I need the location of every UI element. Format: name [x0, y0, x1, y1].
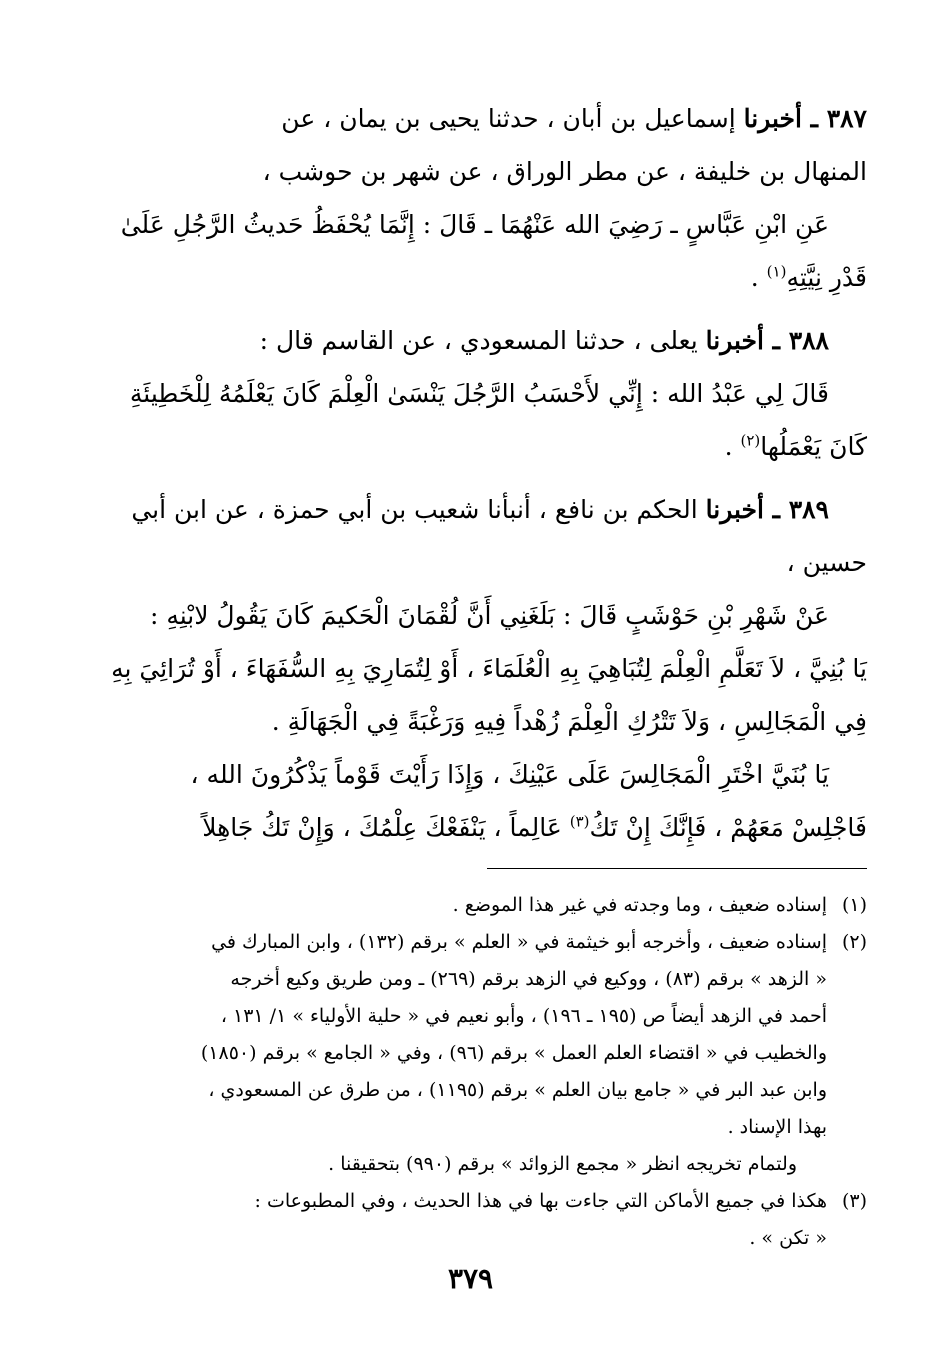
footnote-text: « تكن » . [749, 1227, 827, 1249]
page-number: ٣٧٩ [447, 1262, 494, 1295]
footnote-2 [98, 924, 867, 1183]
footnote-text: « الزهد » برقم (٨٣) ، ووكيع في الزهد برقم (٢٦٩) ـ ومن طريق وكيع أخرجه [230, 968, 827, 990]
isnad-head: أخبرنا [705, 326, 764, 355]
footnote-1 [98, 887, 867, 924]
matn-text: عَنِ ابْنِ عَبَّاسٍ ـ رَضِيَ الله عَنْهُمَا ـ قَالَ : إِنَّمَا يُحْفَظُ حَديثُ الرَّجُلِ عَلَىٰ [120, 210, 829, 239]
matn-text-end: قَدْرِ نِيَّتِهِ$^{(١)}$ . [750, 262, 867, 292]
hadith-389-line-1: ٣٨٩ ـ أخبرنا الحكم بن نافع ، أنبأنا شعيب بن أبي حمزة ، عن ابن أبي [131, 495, 829, 524]
matn-text: قَالَ لِي عَبْدُ الله : إِنِّي لأَحْسَبُ الرَّجُلَ يَنْسَىٰ الْعِلْمَ كَانَ يَعْلَمُهُ لِلْخَطِيئَةِ [129, 379, 829, 408]
isnad-text: الحكم بن نافع ، أنبأنا شعيب بن أبي حمزة ، عن ابن أبي [131, 495, 698, 524]
footnote-text: إسناده ضعيف ، وأخرجه أبو خيثمة في « العلم » برقم (١٣٢) ، وابن المبارك في [211, 931, 827, 953]
footnote-ref: (١) [766, 262, 787, 281]
isnad-text: إسماعيل بن أبان ، حدثنا يحيى بن يمان ، عن [281, 104, 736, 133]
footnote-text: وابن عبد البر في « جامع بيان العلم » برقم (١١٩٥) ، من طرق عن المسعودي ، [208, 1079, 827, 1101]
matn-text-end: كَانَ يَعْمَلُها$^{(٢)}$ . [724, 431, 867, 461]
isnad-text: يعلى ، حدثنا المسعودي ، عن القاسم قال : [259, 326, 698, 355]
hadith-388-line-1: ٣٨٨ ـ أخبرنا يعلى ، حدثنا المسعودي ، عن القاسم قال : [259, 326, 829, 355]
hadith-388 [98, 314, 867, 473]
footnote-number: (٣) [841, 1190, 867, 1212]
footnote-3 [98, 1183, 867, 1257]
isnad-head: أخبرنا [743, 104, 802, 133]
hadith-number: ٣٨٧ [826, 104, 867, 133]
footnote-text: والخطيب في « اقتضاء العلم العمل » برقم (٩٦) ، وفي « الجامع » برقم (١٨٥٠) [200, 1042, 827, 1064]
footnotes [98, 887, 867, 1257]
footnote-number: (١) [841, 894, 867, 916]
footnote-ref: (٣) [569, 812, 590, 831]
footnote-text: بهذا الإسناد . [727, 1116, 827, 1138]
matn-text: فَاجْلِسْ مَعَهُمْ ، فَإِنَّكَ إِنْ تَكُ$^{(٣)}$ عَالِماً ، يَنْفَعْكَ عِلْمُكَ ، وَإِنْ تَكُ جَاهِلاً [202, 812, 867, 842]
matn-text: فِي الْمَجَالِسِ ، وَلاَ تَتْرُكِ الْعِلْمَ زُهْداً فِيهِ وَرَغْبَةً فِي الْجَهَالَةِ . [271, 707, 867, 736]
footnote-number: (٢) [841, 931, 867, 953]
hadith-number: ٣٨٨ [788, 326, 829, 355]
hadith-387-line-1: ٣٨٧ ـ أخبرنا إسماعيل بن أبان ، حدثنا يحيى بن يمان ، عن [281, 104, 867, 133]
footnote-divider [487, 868, 867, 869]
isnad-head: أخبرنا [705, 495, 764, 524]
matn-text: يَا بُنِيَّ ، لاَ تَعَلَّمِ الْعِلْمَ لِتُبَاهِيَ بِهِ الْعُلَمَاءَ ، أَوْ لِتُمَارِيَ بِهِ السُّفَهَاءَ ، أَوْ تُرَائِيَ بِهِ [111, 654, 867, 683]
footnote-ref: (٢) [740, 431, 761, 450]
footnote-text: هكذا في جميع الأماكن التي جاءت بها في هذا الحديث ، وفي المطبوعات : [254, 1190, 827, 1212]
matn-text: عَنْ شَهْرِ بْنِ حَوْشَبٍ قَالَ : بَلَغَنِي أَنَّ لُقْمَانَ الْحَكيمَ كَانَ يَقُولُ لابْنِهِ : [149, 601, 829, 630]
hadith-389 [98, 483, 867, 854]
hadith-387 [98, 92, 867, 304]
hadith-number: ٣٨٩ [788, 495, 829, 524]
footnote-text: أحمد في الزهد أيضاً ص (١٩٥ ـ ١٩٦) ، وأبو نعيم في « حلية الأولياء » ١/ ١٣١ ، [220, 1005, 827, 1027]
isnad-text: المنهال بن خليفة ، عن مطر الوراق ، عن شهر بن حوشب ، [262, 157, 867, 186]
footnote-text: إسناده ضعيف ، وما وجدته في غير هذا الموضع . [452, 894, 827, 916]
isnad-text: حسين ، [786, 548, 867, 577]
footnote-text: ولتمام تخريجه انظر « مجمع الزوائد » برقم (٩٩٠) بتحقيقنا . [328, 1153, 797, 1175]
matn-text: يَا بُنَيَّ اخْتَرِ الْمَجَالِسَ عَلَى عَيْنِكَ ، وَإِذَا رَأَيْتَ قَوْماً يَذْكُرُونَ الله ، [190, 760, 829, 789]
